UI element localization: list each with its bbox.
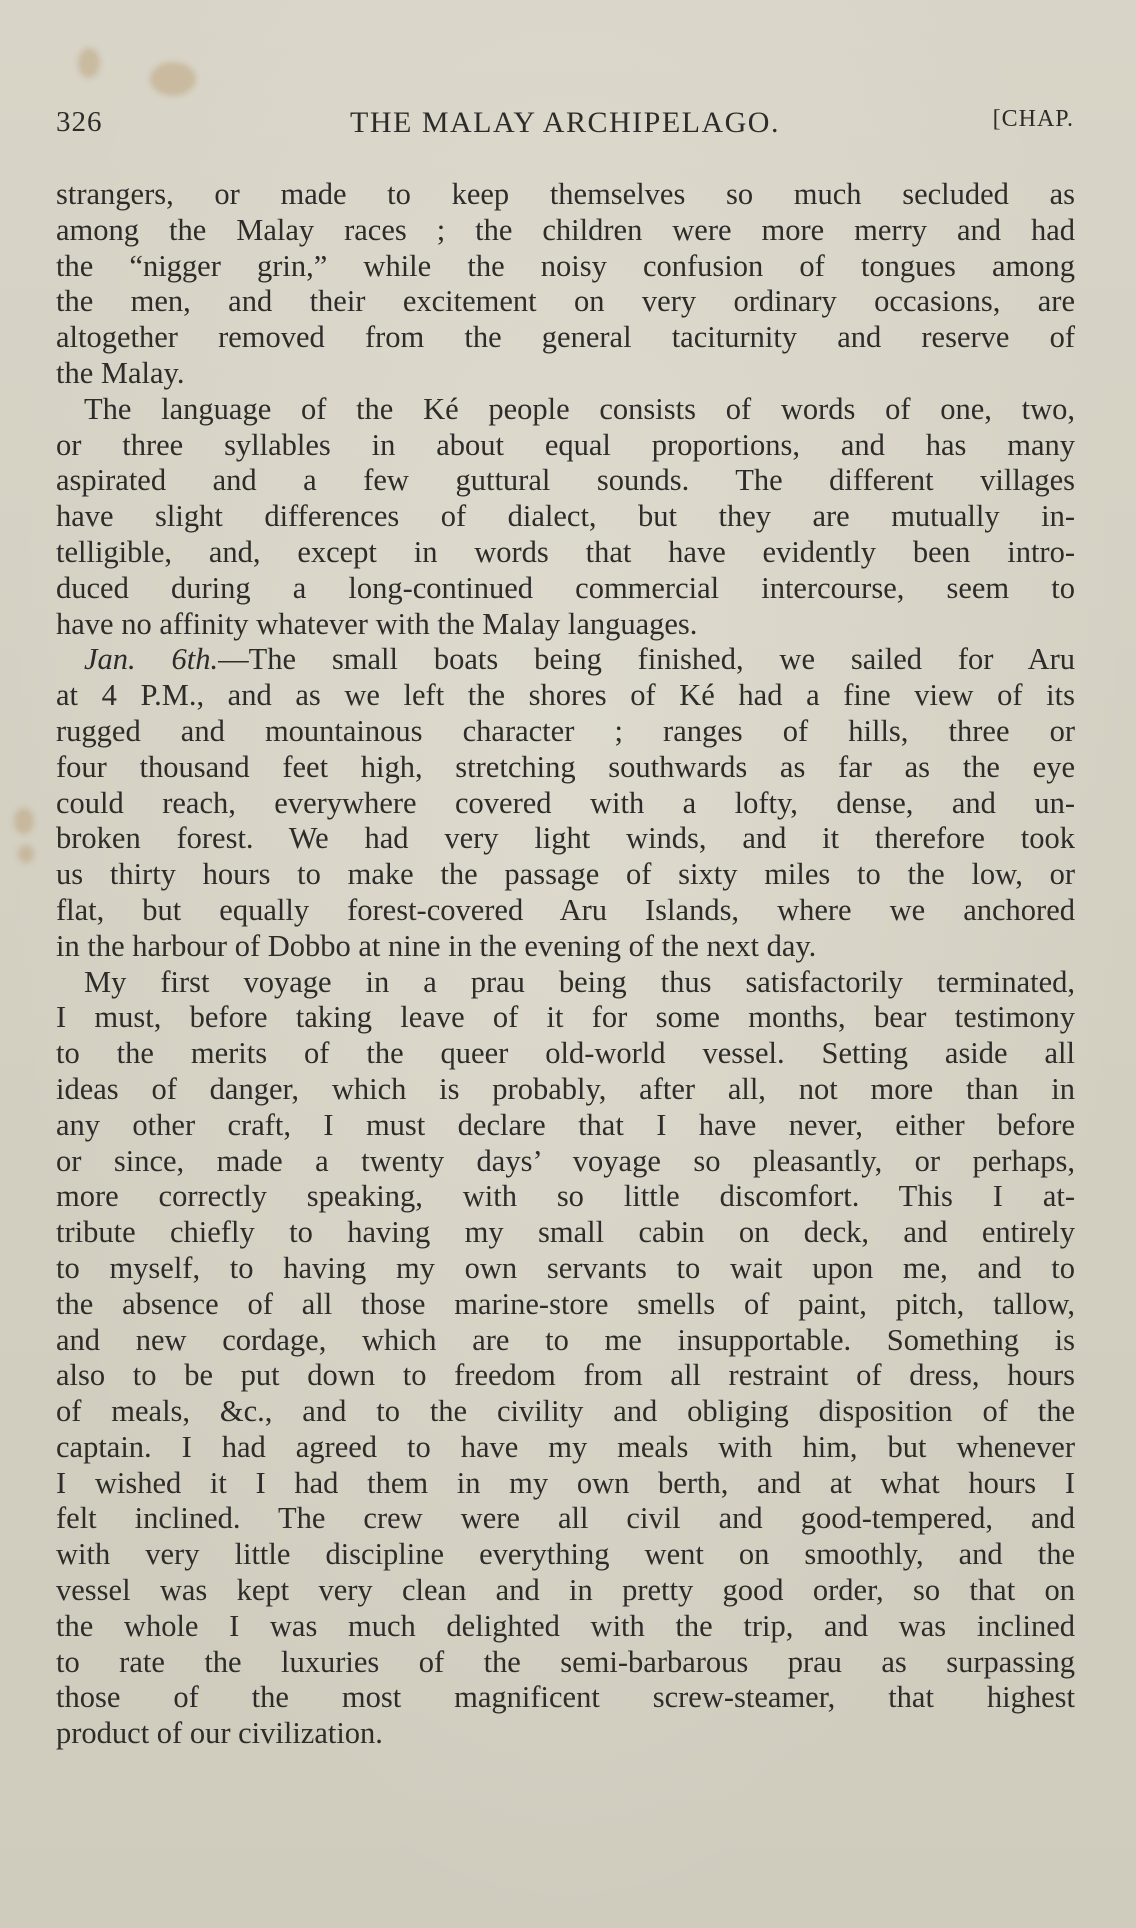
- text-line: the whole I was much delighted with the trip, and was inclined: [56, 1608, 1075, 1643]
- page-number: 326: [56, 106, 103, 138]
- foxing-stain: [78, 48, 100, 78]
- foxing-stain: [18, 845, 34, 863]
- text-line: at 4 P.M., and as we left the shores of Ké had a fine view of its: [56, 678, 1075, 713]
- text-line: or three syllables in about equal proportions, and has many: [56, 427, 1075, 462]
- text-line: those of the most magnificent screw-steamer, that highest: [56, 1680, 1075, 1715]
- text-line: us thirty hours to make the passage of sixty miles to the low, or: [56, 857, 1075, 892]
- running-title: THE MALAY ARCHIPELAGO.: [350, 106, 780, 139]
- text-line: the Malay.: [56, 355, 185, 390]
- text-line: rugged and mountainous character ; ranges of hills, three or: [56, 713, 1075, 748]
- text-line: telligible, and, except in words that have evidently been intro-: [56, 534, 1075, 569]
- text-line: vessel was kept very clean and in pretty good order, so that on: [56, 1573, 1075, 1608]
- text-line: have slight differences of dialect, but they are mutually in-: [56, 499, 1075, 534]
- text-line: aspirated and a few guttural sounds. The different villages: [56, 463, 1075, 498]
- text-line: tribute chiefly to having my small cabin on deck, and entirely: [56, 1215, 1075, 1250]
- running-head: [56, 106, 1074, 146]
- date-heading: Jan. 6th.: [84, 642, 219, 677]
- text-line: duced during a long-continued commercial intercourse, seem to: [56, 570, 1075, 605]
- foxing-stain: [14, 808, 34, 834]
- text-line: to myself, to having my own servants to wait upon me, and to: [56, 1250, 1075, 1285]
- text-line: ideas of danger, which is probably, after all, not more than in: [56, 1071, 1075, 1106]
- text-line: four thousand feet high, stretching southwards as far as the eye: [56, 749, 1075, 784]
- text-line: the absence of all those marine-store smells of paint, pitch, tallow,: [56, 1286, 1075, 1321]
- text-line: to rate the luxuries of the semi-barbarous prau as surpassing: [56, 1644, 1075, 1679]
- text-line: to the merits of the queer old-world vessel. Setting aside all: [56, 1036, 1075, 1071]
- text-line: or since, made a twenty days’ voyage so pleasantly, or perhaps,: [56, 1143, 1075, 1178]
- text-line: of meals, &c., and to the civility and obliging disposition of the: [56, 1394, 1075, 1429]
- text-line: among the Malay races ; the children were more merry and had: [56, 212, 1075, 247]
- text-line: felt inclined. The crew were all civil and good-tempered, and: [56, 1501, 1075, 1536]
- body-text: [56, 177, 1075, 1752]
- text-line: and new cordage, which are to me insupportable. Something is: [56, 1322, 1075, 1357]
- text-line: the “nigger grin,” while the noisy confusion of tongues among: [56, 248, 1075, 283]
- text-line: strangers, or made to keep themselves so much secluded as: [56, 177, 1075, 211]
- text-line: any other craft, I must declare that I have never, either before: [56, 1107, 1075, 1142]
- text-line: with very little discipline everything went on smoothly, and the: [56, 1537, 1075, 1572]
- text-segment: —The small boats being finished, we sailed for Aru: [218, 642, 1076, 677]
- text-line: could reach, everywhere covered with a lofty, dense, and un-: [56, 785, 1075, 820]
- text-line: I must, before taking leave of it for some months, bear testimony: [56, 1000, 1075, 1035]
- text-line: the men, and their excitement on very ordinary occasions, are: [56, 284, 1075, 319]
- foxing-stain: [150, 62, 196, 96]
- text-line: have no affinity whatever with the Malay languages.: [56, 606, 698, 641]
- text-line: flat, but equally forest-covered Aru Islands, where we anchored: [56, 892, 1075, 927]
- text-line: also to be put down to freedom from all restraint of dress, hours: [56, 1358, 1075, 1393]
- text-line: broken forest. We had very light winds, and it therefore took: [56, 821, 1075, 856]
- text-line: in the harbour of Dobbo at nine in the evening of the next day.: [56, 928, 817, 963]
- text-line: My first voyage in a prau being thus satisfactorily terminated,: [84, 964, 1075, 999]
- text-line: product of our civilization.: [56, 1716, 383, 1751]
- text-line: captain. I had agreed to have my meals with him, but whenever: [56, 1429, 1075, 1464]
- text-line: altogether removed from the general taciturnity and reserve of: [56, 320, 1075, 355]
- text-line: I wished it I had them in my own berth, and at what hours I: [56, 1465, 1075, 1500]
- text-line: [56, 642, 1075, 678]
- text-line: The language of the Ké people consists of words of one, two,: [84, 391, 1075, 426]
- text-line: more correctly speaking, with so little discomfort. This I at-: [56, 1179, 1075, 1214]
- chapter-mark: [CHAP.: [992, 106, 1074, 132]
